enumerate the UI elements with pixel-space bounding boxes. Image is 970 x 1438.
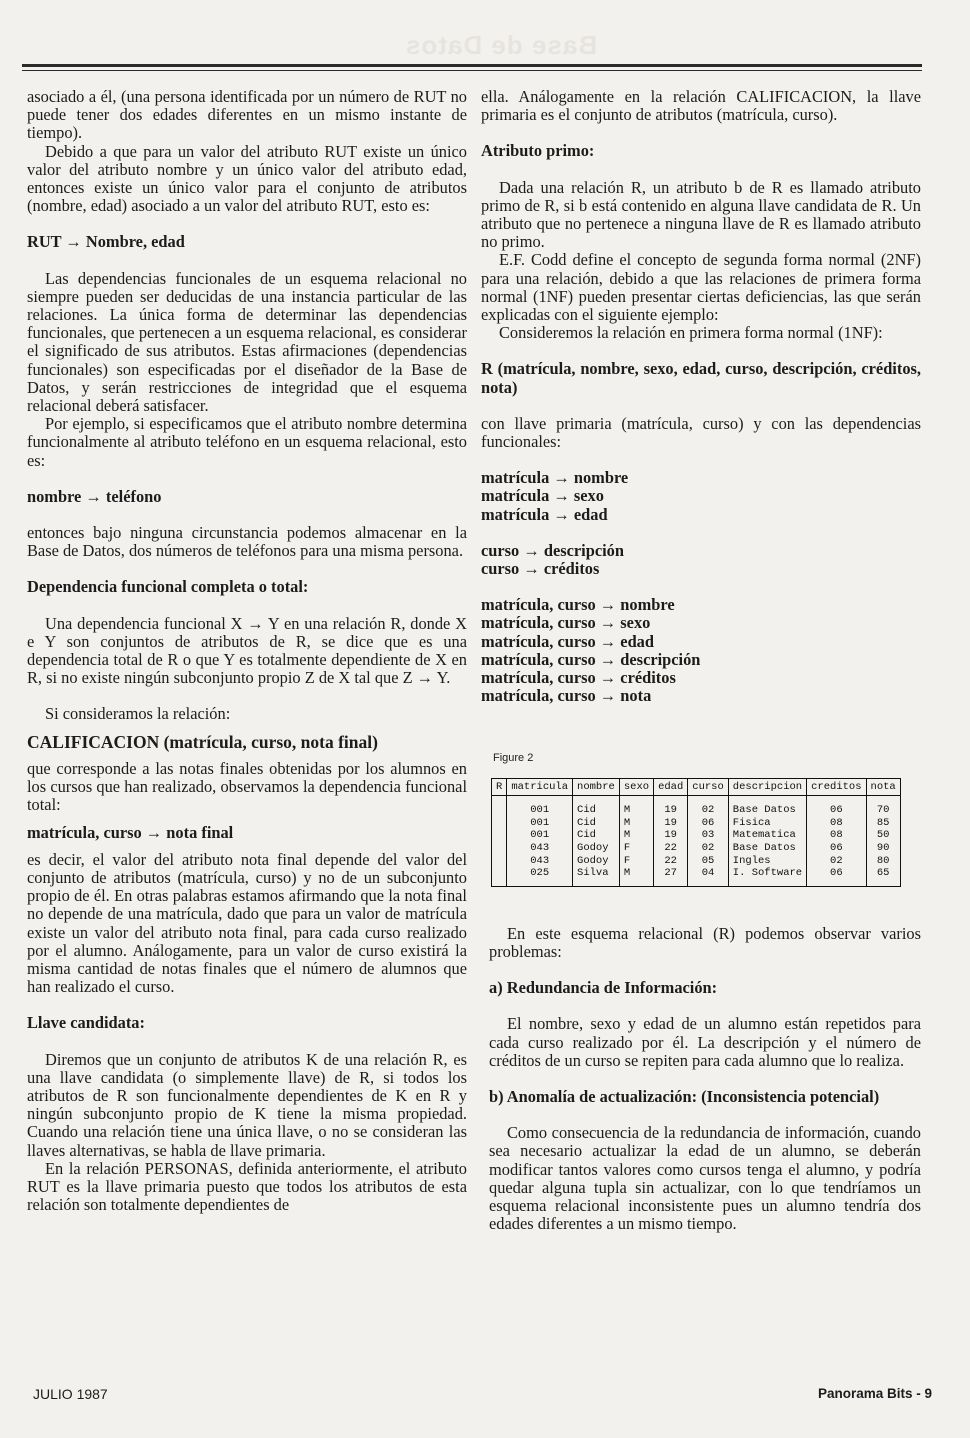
- functional-dependency: nombre → teléfono: [27, 486, 162, 506]
- functional-dependency: matrícula, curso → nota: [481, 686, 652, 706]
- column-header: edad: [654, 778, 688, 796]
- paragraph: E.F. Codd define el concepto de segunda forma normal (2NF) para una relación, debido a que las relaciones de primera forma normal (1NF) pueden presentar ciertas deficiencias, las que serán explicadas con el siguiente ejemplo:: [481, 250, 921, 325]
- figure-table: [491, 778, 901, 887]
- right-column: [481, 88, 921, 1233]
- paragraph: Dada una relación R, un atributo b de R es llamado atributo primo de R, si b está contenido en alguna llave candidata de R. Un atributo que no pertenece a ninguna llave de R es llamado atributo no primo.: [481, 177, 921, 252]
- column-header: matricula: [507, 778, 573, 796]
- paragraph: entonces bajo ninguna circunstancia podemos almacenar en la Base de Datos, dos números de teléfonos para una misma persona.: [27, 523, 467, 561]
- functional-dependency: matrícula → nombre: [481, 468, 629, 488]
- paragraph: Diremos que un conjunto de atributos K de una relación R, es una llave candidata (o simplemente llave) de R, si todos los atributos de R son funcionalmente dependientes de K en R y ningún subconjunto propio de K tiene la misma propiedad. Cuando una relación tiene una única llave, o no se consideran las llaves alternativas, se habla de llave primaria.: [27, 1049, 467, 1160]
- functional-dependency: RUT → Nombre, edad: [27, 232, 185, 252]
- table-row: 043 Godoy F 22 05 Ingles 02 80: [492, 855, 901, 868]
- functional-dependency: matrícula, curso → créditos: [481, 668, 676, 688]
- paragraph: asociado a él, (una persona identificada por un número de RUT no puede tener dos edades diferentes en un mismo instante de tiempo).: [27, 87, 467, 143]
- left-column: [27, 88, 467, 1214]
- paragraph: Por ejemplo, si especificamos que el atributo nombre determina funcionalmente al atributo teléfono en un esquema relacional, esto es:: [27, 414, 467, 470]
- paragraph: En la relación PERSONAS, definida anteriormente, el atributo RUT es la llave primaria puesto que todos los atributos de esta relación son totalmente dependientes de: [27, 1158, 467, 1215]
- paragraph: que corresponde a las notas finales obtenidas por los alumnos en los cursos que han realizado, observamos la dependencia funcional total:: [27, 758, 467, 815]
- paragraph: Como consecuencia de la redundancia de información, cuando sea necesario actualizar la edad de un alumno, se deberán modificar tantos valores como cursos tenga el alumno, y podría quedar alguna tupla sin actualizar, con lo que tendríamos un esquema relacional inconsistente pues un alumno tendría dos edades diferentes a un mismo tiempo.: [489, 1123, 921, 1234]
- paragraph: Si consideramos la relación:: [45, 704, 231, 724]
- table-row: 001 Cid M 19 02 Base Datos 06 70: [492, 796, 901, 817]
- section-heading: b) Anomalía de actualización: (Inconsistencia potencial): [489, 1087, 880, 1107]
- section-heading: Atributo primo:: [481, 141, 595, 161]
- column-header: sexo: [619, 778, 653, 796]
- paragraph: En este esquema relacional (R) podemos observar varios problemas:: [489, 923, 921, 962]
- column-header: curso: [688, 778, 729, 796]
- section-heading: a) Redundancia de Información:: [489, 978, 718, 998]
- functional-dependency: curso → descripción: [481, 540, 624, 560]
- functional-dependency: matrícula → sexo: [481, 486, 604, 506]
- table-row: 001 Cid M 19 03 Matematica 08 50: [492, 829, 901, 842]
- paragraph: El nombre, sexo y edad de un alumno están repetidos para cada curso realizado por él. La descripción y el número de créditos de un curso se repiten para cada alumno que lo realiza.: [489, 1014, 921, 1070]
- functional-dependency: curso → créditos: [481, 559, 600, 579]
- column-header: R: [492, 778, 507, 796]
- header-rule-thick: [22, 64, 922, 67]
- mirrored-running-title: Base de Datos: [405, 30, 598, 60]
- functional-dependency: matrícula, curso → sexo: [481, 613, 651, 633]
- table-row: 043 Godoy F 22 02 Base Datos 06 90: [492, 842, 901, 855]
- paragraph: Consideremos la relación en primera forma normal (1NF):: [499, 323, 883, 343]
- relation-schema: R (matrícula, nombre, sexo, edad, curso, descripción, créditos, nota): [481, 359, 921, 397]
- column-header: nombre: [573, 778, 620, 796]
- table-row: 025 Silva M 27 04 I. Software 06 65: [492, 867, 901, 886]
- section-heading: Dependencia funcional completa o total:: [27, 577, 309, 597]
- column-header: nota: [866, 778, 900, 796]
- section-heading: Llave candidata:: [27, 1013, 145, 1033]
- table-row: 001 Cid M 19 06 Fisica 08 85: [492, 817, 901, 830]
- issue-date: JULIO 1987: [33, 1386, 108, 1402]
- lower-right-block: [489, 925, 921, 1234]
- figure-header-row: [492, 778, 901, 796]
- functional-dependency: matrícula, curso → descripción: [481, 649, 701, 669]
- functional-dependency: matrícula, curso → nota final: [27, 822, 234, 842]
- figure-caption: Figure 2: [493, 752, 534, 765]
- header-rule-thin: [22, 70, 922, 71]
- paragraph: Las dependencias funcionales de un esquema relacional no siempre pueden ser deducidas de una instancia particular de las relaciones. La única forma de determinar las dependencias funcionales, que pertenecen a un esquema relacional, es considerar el significado de sus atributos. Estas afirmaciones (dependencias funcionales) son especificadas por el diseñador de la Base de Datos, y serán restricciones de integridad que el esquema relacional deberá satisfacer.: [27, 268, 467, 416]
- column-header: descripcion: [728, 778, 806, 796]
- functional-dependency: matrícula, curso → nombre: [481, 595, 675, 615]
- paragraph: ella. Análogamente en la relación CALIFICACION, la llave primaria es el conjunto de atributos (matrícula, curso).: [481, 87, 921, 125]
- magazine-page-number: Panorama Bits - 9: [817, 1386, 932, 1401]
- paragraph: Debido a que para un valor del atributo RUT existe un único valor del atributo nombre y un único valor del atributo edad, entonces existe un único valor para el conjunto de atributos (nombre, edad) asociado a un valor del atributo RUT, esto es:: [27, 141, 467, 216]
- functional-dependency: matrícula, curso → edad: [481, 631, 654, 651]
- figure-2: [487, 749, 921, 886]
- functional-dependency: matrícula → edad: [481, 504, 608, 524]
- paragraph: con llave primaria (matrícula, curso) y con las dependencias funcionales:: [481, 413, 921, 452]
- column-header: creditos: [807, 778, 866, 796]
- relation-schema: CALIFICACION (matrícula, curso, nota final): [27, 731, 378, 752]
- paragraph: es decir, el valor del atributo nota final depende del valor del conjunto de atributos (matrícula, curso) y no de un subconjunto propio de él. En otras palabras estamos afirmando que la nota final no depende de una matrícula, dado que para un valor de matrícula existe un valor del atributo nota final, para cada curso realizado por el alumno. Análogamente, para un valor de curso existirá la misma cantidad de notas finales que el número de alumnos que han realizado el curso.: [27, 849, 467, 997]
- paragraph: Una dependencia funcional X → Y en una relación R, donde X e Y son conjuntos de atributos de R, se dice que es una dependencia total de R o que Y es totalmente dependiente de X en R, si no existe ningún subconjunto propio Z de X tal que Z → Y.: [27, 613, 467, 688]
